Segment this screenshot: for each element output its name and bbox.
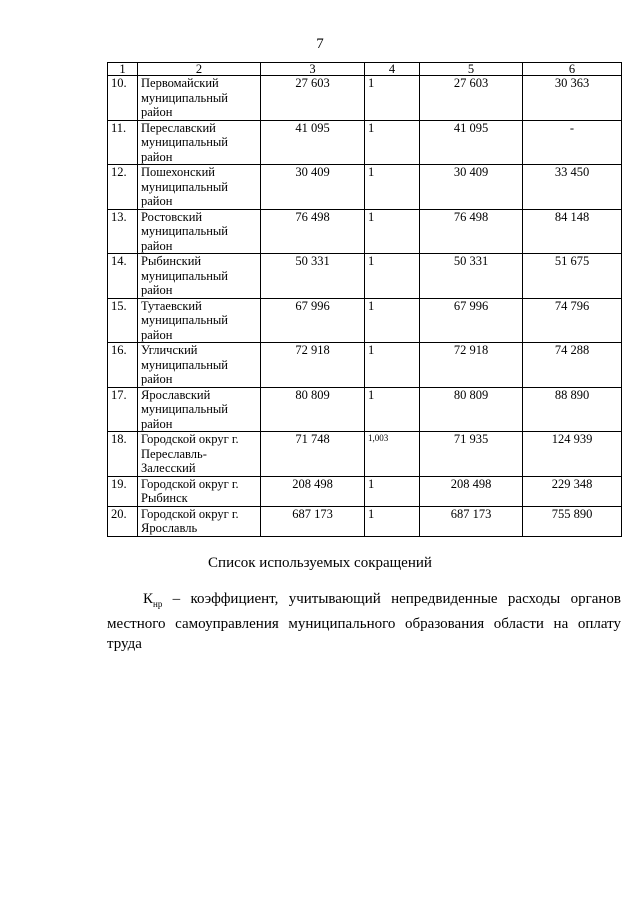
value-col3: 72 918	[261, 343, 365, 388]
value-col3: 27 603	[261, 76, 365, 121]
coefficient: 1	[365, 254, 420, 299]
value-col5: 50 331	[420, 254, 523, 299]
value-col6: 124 939	[523, 432, 622, 477]
table-row	[108, 432, 622, 477]
coefficient: 1	[365, 165, 420, 210]
value-col6: -	[523, 120, 622, 165]
district-name: Пошехонский муниципальный район	[138, 165, 261, 210]
table-header-row	[108, 63, 622, 76]
value-col5: 71 935	[420, 432, 523, 477]
coefficient: 1	[365, 298, 420, 343]
value-col5: 27 603	[420, 76, 523, 121]
row-number: 20.	[108, 506, 138, 536]
row-number: 12.	[108, 165, 138, 210]
table-row	[108, 165, 622, 210]
value-col5: 687 173	[420, 506, 523, 536]
value-col6: 755 890	[523, 506, 622, 536]
district-name: Городской округ г. Рыбинск	[138, 476, 261, 506]
definition-symbol: К	[143, 591, 154, 607]
definition-subscript: нр	[153, 599, 163, 609]
column-header: 3	[261, 63, 365, 76]
coefficient: 1	[365, 76, 420, 121]
data-table	[107, 62, 622, 537]
definition-text: – коэффициент, учитывающий непредвиденные расходы органов местного самоуправления муниципального образования области на оплату труда	[107, 591, 621, 652]
column-header: 4	[365, 63, 420, 76]
table-row	[108, 476, 622, 506]
district-name: Переславский муниципальный район	[138, 120, 261, 165]
value-col3: 50 331	[261, 254, 365, 299]
row-number: 17.	[108, 387, 138, 432]
district-name: Городской округ г. Ярославль	[138, 506, 261, 536]
table-row	[108, 76, 622, 121]
district-name: Ростовский муниципальный район	[138, 209, 261, 254]
table-row	[108, 209, 622, 254]
value-col6: 84 148	[523, 209, 622, 254]
row-number: 15.	[108, 298, 138, 343]
value-col5: 67 996	[420, 298, 523, 343]
value-col3: 208 498	[261, 476, 365, 506]
coefficient: 1	[365, 387, 420, 432]
district-name: Угличский муниципальный район	[138, 343, 261, 388]
district-name: Первомайский муниципальный район	[138, 76, 261, 121]
value-col6: 30 363	[523, 76, 622, 121]
district-name: Рыбинский муниципальный район	[138, 254, 261, 299]
row-number: 13.	[108, 209, 138, 254]
value-col3: 687 173	[261, 506, 365, 536]
value-col5: 80 809	[420, 387, 523, 432]
table-row	[108, 298, 622, 343]
table-row	[108, 506, 622, 536]
column-header: 1	[108, 63, 138, 76]
coefficient: 1	[365, 343, 420, 388]
district-name: Городской округ г. Переславль-Залесский	[138, 432, 261, 477]
value-col6: 88 890	[523, 387, 622, 432]
value-col6: 74 796	[523, 298, 622, 343]
value-col5: 76 498	[420, 209, 523, 254]
row-number: 18.	[108, 432, 138, 477]
value-col5: 208 498	[420, 476, 523, 506]
row-number: 14.	[108, 254, 138, 299]
value-col3: 30 409	[261, 165, 365, 210]
value-col5: 72 918	[420, 343, 523, 388]
district-name: Ярославский муниципальный район	[138, 387, 261, 432]
value-col3: 71 748	[261, 432, 365, 477]
page-number: 7	[316, 36, 324, 52]
row-number: 19.	[108, 476, 138, 506]
column-header: 2	[138, 63, 261, 76]
column-header: 5	[420, 63, 523, 76]
district-name: Тутаевский муниципальный район	[138, 298, 261, 343]
row-number: 11.	[108, 120, 138, 165]
value-col6: 51 675	[523, 254, 622, 299]
table-row	[108, 120, 622, 165]
coefficient: 1	[365, 506, 420, 536]
table-row	[108, 254, 622, 299]
row-number: 10.	[108, 76, 138, 121]
value-col5: 30 409	[420, 165, 523, 210]
coefficient: 1,003	[365, 432, 420, 477]
row-number: 16.	[108, 343, 138, 388]
value-col3: 67 996	[261, 298, 365, 343]
coefficient: 1	[365, 120, 420, 165]
coefficient: 1	[365, 476, 420, 506]
value-col6: 229 348	[523, 476, 622, 506]
value-col6: 74 288	[523, 343, 622, 388]
value-col5: 41 095	[420, 120, 523, 165]
value-col3: 80 809	[261, 387, 365, 432]
value-col3: 41 095	[261, 120, 365, 165]
column-header: 6	[523, 63, 622, 76]
coefficient: 1	[365, 209, 420, 254]
table-row	[108, 387, 622, 432]
section-heading: Список используемых сокращений	[208, 555, 432, 571]
definition-paragraph	[107, 589, 621, 654]
value-col3: 76 498	[261, 209, 365, 254]
value-col6: 33 450	[523, 165, 622, 210]
table-row	[108, 343, 622, 388]
